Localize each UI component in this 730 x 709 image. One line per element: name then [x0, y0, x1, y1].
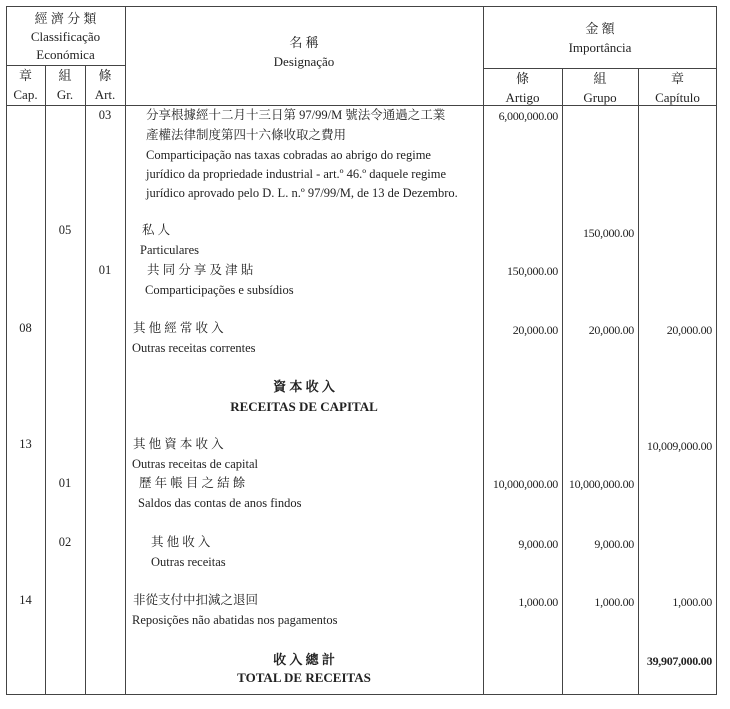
designation-header-pt: Designação — [273, 54, 335, 69]
row-desc-zh: 非從支付中扣減之退回 — [133, 593, 259, 607]
row-desc-zh: 其 他 收 入 — [151, 535, 211, 549]
row-desc-zh: 分享根據經十二月十三日第 97/99/M 號法令通過之工業 — [146, 108, 446, 122]
row-desc-zh: 私 人 — [142, 223, 171, 237]
artigo-header-pt: Artigo — [505, 90, 540, 105]
col-line-gr — [85, 65, 86, 695]
total-label-zh: 收 入 總 計 — [273, 652, 335, 667]
row-desc-pt: Particulares — [140, 243, 200, 257]
row-desc-pt: Saldos das contas de anos findos — [138, 496, 302, 510]
row-cap-code: 13 — [19, 437, 32, 451]
grupo-header-zh: 組 — [593, 71, 607, 86]
art-header-zh: 條 — [98, 68, 112, 83]
classification-label-pt1: Classificação — [30, 29, 101, 44]
capitulo-header-zh: 章 — [670, 71, 684, 86]
row-desc-pt: Outras receitas — [151, 555, 226, 569]
row-desc-zh: 共 同 分 享 及 津 貼 — [147, 263, 254, 277]
total-label-pt: TOTAL DE RECEITAS — [237, 670, 371, 685]
cap-header-pt: Cap. — [13, 87, 38, 102]
row-art-code: 01 — [98, 263, 112, 277]
row-desc-pt: Reposições não abatidas nos pagamentos — [132, 613, 338, 627]
classification-divider — [6, 65, 125, 66]
row-grupo-amount: 1,000.00 — [594, 595, 634, 609]
row-grupo-amount: 9,000.00 — [594, 537, 634, 551]
row-grupo-amount: 10,000,000.00 — [568, 477, 634, 491]
table-border-left — [6, 6, 7, 695]
row-gr-code: 02 — [58, 535, 72, 549]
amount-header-pt: Importância — [568, 40, 632, 55]
classification-label-pt2: Económica — [36, 47, 95, 62]
row-desc-zh: 歷 年 帳 目 之 結 餘 — [139, 476, 246, 490]
table-border-top — [6, 6, 717, 7]
row-desc-pt: Outras receitas correntes — [132, 341, 256, 355]
row-capitulo-amount: 1,000.00 — [672, 595, 712, 609]
gr-header-pt: Gr. — [56, 87, 74, 102]
amount-divider — [483, 68, 717, 69]
row-desc-zh: 其 他 資 本 收 入 — [133, 437, 224, 451]
row-artigo-amount: 1,000.00 — [518, 595, 558, 609]
col-line-designation — [125, 6, 126, 695]
row-capitulo-amount: 20,000.00 — [666, 323, 712, 337]
table-border-right — [716, 6, 717, 695]
row-desc-pt: Outras receitas de capital — [132, 457, 258, 471]
row-desc-zh: 其 他 經 常 收 入 — [133, 321, 224, 335]
row-grupo-amount: 150,000.00 — [582, 226, 634, 240]
row-cap-code: 14 — [19, 593, 32, 607]
total-capitulo-amount: 39,907,000.00 — [646, 654, 712, 668]
table-border-bottom — [6, 694, 717, 695]
row-artigo-amount: 9,000.00 — [518, 537, 558, 551]
row-desc-pt: Comparticipações e subsídios — [145, 283, 294, 297]
row-desc-pt: jurídico aprovado pelo D. L. n.º 97/99/M, de 13 de Dezembro. — [146, 186, 458, 200]
section-heading-pt: RECEITAS DE CAPITAL — [230, 399, 378, 414]
row-artigo-amount: 6,000,000.00 — [498, 109, 558, 123]
art-header-pt: Art. — [94, 87, 116, 102]
grupo-header-pt: Grupo — [583, 90, 617, 105]
section-heading-zh: 資 本 收 入 — [273, 379, 335, 394]
capitulo-header-pt: Capítulo — [655, 90, 700, 105]
row-desc-pt: Comparticipação nas taxas cobradas ao abrigo do regime — [146, 148, 431, 162]
artigo-header-zh: 條 — [515, 71, 529, 86]
row-cap-code: 08 — [19, 321, 32, 335]
classification-label-zh: 經 濟 分 類 — [34, 11, 97, 26]
col-line-cap — [45, 65, 46, 695]
header-divider — [6, 105, 717, 106]
row-gr-code: 01 — [58, 476, 72, 490]
cap-header-zh: 章 — [18, 68, 32, 83]
row-capitulo-amount: 10,009,000.00 — [646, 439, 712, 453]
row-art-code: 03 — [98, 108, 112, 122]
row-desc-zh: 產權法律制度第四十六條收取之費用 — [146, 128, 347, 142]
row-artigo-amount: 150,000.00 — [506, 264, 558, 278]
row-gr-code: 05 — [58, 223, 72, 237]
row-grupo-amount: 20,000.00 — [588, 323, 634, 337]
gr-header-zh: 組 — [58, 68, 72, 83]
row-artigo-amount: 10,000,000.00 — [492, 477, 558, 491]
designation-header-zh: 名 稱 — [289, 35, 319, 50]
row-desc-pt: jurídico da propriedade industrial - art.º 46.º daquele regime — [146, 167, 447, 181]
row-artigo-amount: 20,000.00 — [512, 323, 558, 337]
amount-header-zh: 金 額 — [585, 21, 615, 36]
